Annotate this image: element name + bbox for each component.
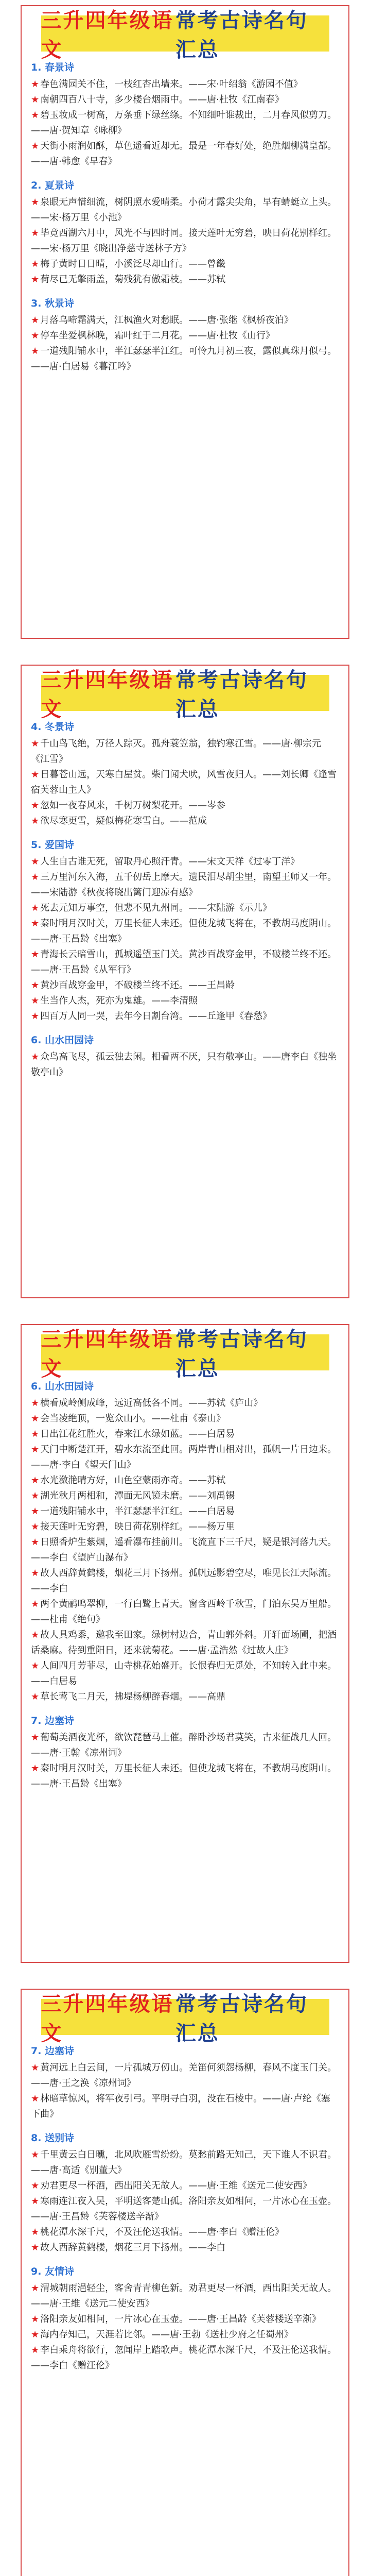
poem-card-2: [21, 665, 349, 1298]
poem-line: ★ 葡萄美酒夜光杯，欲饮琵琶马上催。醉卧沙场君莫笑，古来征战几人回。——唐·王翰《凉州词》: [31, 1732, 337, 1758]
star-icon: ★: [31, 1429, 40, 1439]
poem-line: ★ 寒雨连江夜入吴，平明送客楚山孤。洛阳亲友如相问，一片冰心在玉壶。——唐·王昌龄《芙蓉楼送辛渐》: [31, 2196, 337, 2222]
title-red: 三升四年级语文: [41, 668, 174, 721]
section-title: 4. 冬景诗: [31, 721, 75, 733]
star-icon: ★: [31, 259, 40, 269]
poem-line: ★ 渭城朝雨浥轻尘，客舍青青柳色新。劝君更尽一杯酒，西出阳关无故人。——唐·王维《送元二使安西》: [31, 2283, 337, 2309]
star-icon: ★: [31, 2283, 40, 2294]
poem-line: ★ 碧玉妆成一树高，万条垂下绿丝绦。不知细叶谁裁出，二月春风似剪刀。——唐·贺知章《咏柳》: [31, 110, 337, 136]
poem-line: ★ 水光潋滟晴方好，山色空蒙雨亦奇。——苏轼: [31, 1475, 226, 1486]
poem-line: ★ 荷尽已无擎雨盖，菊残犹有傲霜枝。——苏轼: [31, 274, 226, 285]
section-title: 8. 送别诗: [31, 2132, 75, 2144]
star-icon: ★: [31, 2242, 40, 2253]
poem-line: ★ 日出江花红胜火，春来江水绿如蓝。——白居易: [31, 1429, 235, 1439]
section-title: 5. 爱国诗: [31, 839, 75, 851]
poem-line: ★ 一道残阳铺水中，半江瑟瑟半江红。——白居易: [31, 1506, 235, 1517]
poem-line: ★ 生当作人杰，死亦为鬼雄。——李清照: [31, 995, 198, 1006]
star-icon: ★: [31, 2345, 40, 2355]
star-icon: ★: [31, 903, 40, 913]
star-icon: ★: [31, 995, 40, 1006]
star-icon: ★: [31, 274, 40, 285]
poem-line: ★ 三万里河东入海，五千仞岳上摩天。遗民泪尽胡尘里，南望王师又一年。——宋陆游《秋夜将晓出篱门迎凉有感》: [31, 872, 337, 898]
poem-line: ★ 死去元知万事空，但悲不见九州同。——宋陆游《示儿》: [31, 903, 272, 913]
poem-line: ★ 秦时明月汉时关，万里长征人未还。但使龙城飞将在，不教胡马度阴山。——唐·王昌龄《出塞》: [31, 1763, 337, 1789]
star-icon: ★: [31, 1506, 40, 1517]
poem-line: ★ 忽如一夜春风来，千树万树梨花开。——岑参: [31, 800, 226, 811]
title-blue: 常考古诗名句汇总: [175, 1992, 308, 2045]
title-red: 三升四年级语文: [41, 8, 174, 62]
star-icon: ★: [31, 816, 40, 826]
star-icon: ★: [31, 2093, 40, 2104]
poem-line: ★ 千里黄云白日曛，北风吹雁雪纷纷。莫愁前路无知己，天下谁人不识君。——唐·高适《别董大》: [31, 2149, 337, 2176]
poem-line: ★ 人间四月芳菲尽，山寺桃花始盛开。长恨春归无觅处，不知转入此中来。——白居易: [31, 1660, 337, 1687]
star-icon: ★: [31, 1568, 40, 1579]
poem-line: ★ 泉眼无声惜细流，树阴照水爱晴柔。小荷才露尖尖角，早有蜻蜓立上头。——宋·杨万里《小池》: [31, 197, 337, 223]
star-icon: ★: [31, 1763, 40, 1774]
star-icon: ★: [31, 872, 40, 883]
star-icon: ★: [31, 197, 40, 208]
poem-line: ★ 劝君更尽一杯酒，西出阳关无故人。——唐·王维《送元二使安西》: [31, 2180, 312, 2191]
section-summer: [22, 178, 348, 287]
poem-line: ★ 日照香炉生紫烟，遥看瀑布挂前川。飞流直下三千尺，疑是银河落九天。——李白《望庐山瀑布》: [31, 1537, 337, 1563]
section-frontier: [22, 1713, 348, 1792]
star-icon: ★: [31, 769, 40, 780]
star-icon: ★: [31, 110, 40, 121]
star-icon: ★: [31, 79, 40, 90]
poem-line: ★ 黄河远上白云间，一片孤城万仞山。羌笛何须怨杨柳，春风不度玉门关。——唐·王之涣《凉州词》: [31, 2062, 337, 2089]
poem-line: ★ 天街小雨润如酥，草色遥看近却无。最是一年春好处，绝胜烟柳满皇都。——唐·韩愈《早春》: [31, 141, 337, 167]
section-title: 9. 友情诗: [31, 2266, 75, 2277]
star-icon: ★: [31, 2062, 40, 2073]
star-icon: ★: [31, 1660, 40, 1671]
section-title: 7. 边塞诗: [31, 1715, 75, 1726]
poem-line: ★ 湖光秋月两相和，潭面无风镜未磨。——刘禹锡: [31, 1490, 235, 1501]
poem-line: ★ 秦时明月汉时关，万里长征人未还。但使龙城飞将在，不教胡马度阴山。——唐·王昌龄《出塞》: [31, 918, 337, 944]
card-title: [41, 8, 329, 62]
poem-line: ★ 黄沙百战穿金甲，不破楼兰终不还。——王昌龄: [31, 980, 235, 991]
poem-line: ★ 故人西辞黄鹤楼，烟花三月下扬州。孤帆远影碧空尽，唯见长江天际流。——李白: [31, 1568, 337, 1594]
star-icon: ★: [31, 94, 40, 105]
star-icon: ★: [31, 1052, 40, 1062]
poem-line: ★ 李白乘舟将欲行，忽闻岸上踏歌声。桃花潭水深千尺，不及汪伦送我情。——李白《赠汪伦》: [31, 2345, 337, 2371]
poem-line: ★ 南朝四百八十寺，多少楼台烟雨中。——唐·杜牧《江南春》: [31, 94, 284, 105]
star-icon: ★: [31, 2149, 40, 2160]
star-icon: ★: [31, 2227, 40, 2238]
star-icon: ★: [31, 1475, 40, 1486]
star-icon: ★: [31, 1691, 40, 1702]
section-spring: [22, 60, 348, 170]
section-landscape: [22, 1032, 348, 1080]
poem-line: ★ 一道残阳铺水中，半江瑟瑟半江红。可怜九月初三夜，露似真珠月似弓。——唐·白居易《暮江吟》: [31, 346, 337, 372]
poem-line: ★ 青海长云暗雪山，孤城遥望玉门关。黄沙百战穿金甲，不破楼兰终不还。——唐·王昌龄《从军行》: [31, 949, 337, 975]
card-title: [41, 668, 329, 721]
star-icon: ★: [31, 949, 40, 960]
star-icon: ★: [31, 800, 40, 811]
poem-line: ★ 草长莺飞二月天，拂堤杨柳醉春烟。——高鼎: [31, 1691, 226, 1702]
title-blue: 常考古诗名句汇总: [175, 1327, 308, 1381]
section-title: 7. 边塞诗: [31, 2045, 75, 2057]
star-icon: ★: [31, 2180, 40, 2191]
star-icon: ★: [31, 315, 40, 326]
star-icon: ★: [31, 1011, 40, 1022]
star-icon: ★: [31, 346, 40, 357]
poem-line: ★ 林暗草惊风，将军夜引弓。平明寻白羽，没在石棱中。——唐·卢纶《塞下曲》: [31, 2093, 330, 2120]
poem-line: ★ 欲尽寒更雪，疑似梅花寒雪白。——范成: [31, 816, 207, 826]
poem-line: ★ 天门中断楚江开，碧水东流至此回。两岸青山相对出，孤帆一片日边来。——唐·李白《望天门山》: [31, 1444, 337, 1470]
poem-card-4: [21, 1989, 349, 2576]
poem-line: ★ 接天莲叶无穷碧，映日荷花别样红。——杨万里: [31, 1521, 235, 1532]
star-icon: ★: [31, 1398, 40, 1409]
poem-line: ★ 日暮苍山远，天寒白屋贫。柴门闻犬吠，风雪夜归人。——刘长卿《逢雪宿芙蓉山主人》: [31, 769, 337, 795]
poem-line: ★ 两个黄鹂鸣翠柳，一行白鹭上青天。窗含西岭千秋雪，门泊东吴万里船。——杜甫《绝句》: [31, 1599, 337, 1625]
section-title: 1. 春景诗: [31, 62, 75, 73]
star-icon: ★: [31, 1732, 40, 1743]
poem-line: ★ 故人西辞黄鹤楼，烟花三月下扬州。——李白: [31, 2242, 226, 2253]
star-icon: ★: [31, 1413, 40, 1424]
section-title: 2. 夏景诗: [31, 180, 75, 191]
section-title: 3. 秋景诗: [31, 298, 75, 309]
section-autumn: [22, 296, 348, 375]
star-icon: ★: [31, 141, 40, 151]
card-title: [41, 1992, 329, 2045]
star-icon: ★: [31, 1599, 40, 1609]
star-icon: ★: [31, 2329, 40, 2340]
star-icon: ★: [31, 2314, 40, 2325]
section-friendship: [22, 2264, 348, 2374]
section-winter: [22, 719, 348, 829]
star-icon: ★: [31, 1537, 40, 1548]
poem-line: ★ 停车坐爱枫林晚，霜叶红于二月花。——唐·杜牧《山行》: [31, 330, 275, 341]
section-title: 6. 山水田园诗: [31, 1381, 94, 1392]
star-icon: ★: [31, 738, 40, 749]
star-icon: ★: [31, 330, 40, 341]
section-title: 6. 山水田园诗: [31, 1035, 94, 1046]
poem-card-3: [21, 1324, 349, 1963]
title-blue: 常考古诗名句汇总: [175, 668, 308, 721]
section-frontier: [22, 2043, 348, 2122]
poem-line: ★ 众鸟高飞尽，孤云独去闲。相看两不厌，只有敬亭山。——唐李白《独坐敬亭山》: [31, 1052, 337, 1078]
star-icon: ★: [31, 228, 40, 239]
poem-card-1: [21, 5, 349, 639]
star-icon: ★: [31, 1630, 40, 1640]
card-title: [41, 1327, 329, 1381]
star-icon: ★: [31, 1521, 40, 1532]
title-red: 三升四年级语文: [41, 1327, 174, 1381]
poem-line: ★ 梅子黄时日日晴，小溪泛尽却山行。——曾畿: [31, 259, 226, 269]
section-landscape: [22, 1379, 348, 1705]
star-icon: ★: [31, 2196, 40, 2207]
poem-line: ★ 四百万人同一哭，去年今日割台湾。——丘逢甲《春愁》: [31, 1011, 272, 1022]
poem-line: ★ 横看成岭侧成峰，远近高低各不同。——苏轼《庐山》: [31, 1398, 263, 1409]
section-patriotic: [22, 837, 348, 1024]
star-icon: ★: [31, 1444, 40, 1455]
poem-line: ★ 月落乌啼霜满天，江枫渔火对愁眠。——唐·张继《枫桥夜泊》: [31, 315, 293, 326]
poem-line: ★ 千山鸟飞绝，万径人踪灭。孤舟蓑笠翁，独钓寒江雪。——唐·柳宗元《江雪》: [31, 738, 321, 765]
title-red: 三升四年级语文: [41, 1992, 174, 2045]
poem-line: ★ 春色满园关不住，一枝红杏出墙来。——宋·叶绍翁《游园不值》: [31, 79, 303, 90]
title-blue: 常考古诗名句汇总: [175, 8, 308, 62]
star-icon: ★: [31, 856, 40, 867]
poem-line: ★ 洛阳亲友如相问，一片冰心在玉壶。——唐·王昌龄《芙蓉楼送辛渐》: [31, 2314, 321, 2325]
poem-line: ★ 会当凌绝顶，一览众山小。——杜甫《泰山》: [31, 1413, 226, 1424]
star-icon: ★: [31, 918, 40, 929]
poem-line: ★ 故人具鸡黍，邀我至田家。绿树村边合，青山郭外斜。开轩面场圃，把酒话桑麻。待到重阳日，还来就菊花。——唐·孟浩然《过故人庄》: [31, 1630, 337, 1656]
star-icon: ★: [31, 1490, 40, 1501]
star-icon: ★: [31, 980, 40, 991]
poem-line: ★ 人生自古谁无死，留取丹心照汗青。——宋文天祥《过零丁洋》: [31, 856, 300, 867]
poem-line: ★ 毕竟西湖六月中，风光不与四时同。接天莲叶无穷碧，映日荷花别样红。——宋·杨万里《晓出净慈寺送林子方》: [31, 228, 337, 254]
section-farewell: [22, 2130, 348, 2256]
poem-line: ★ 桃花潭水深千尺，不及汪伦送我情。——唐·李白《赠汪伦》: [31, 2227, 284, 2238]
poem-line: ★ 海内存知己，天涯若比邻。——唐·王勃《送杜少府之任蜀州》: [31, 2329, 293, 2340]
